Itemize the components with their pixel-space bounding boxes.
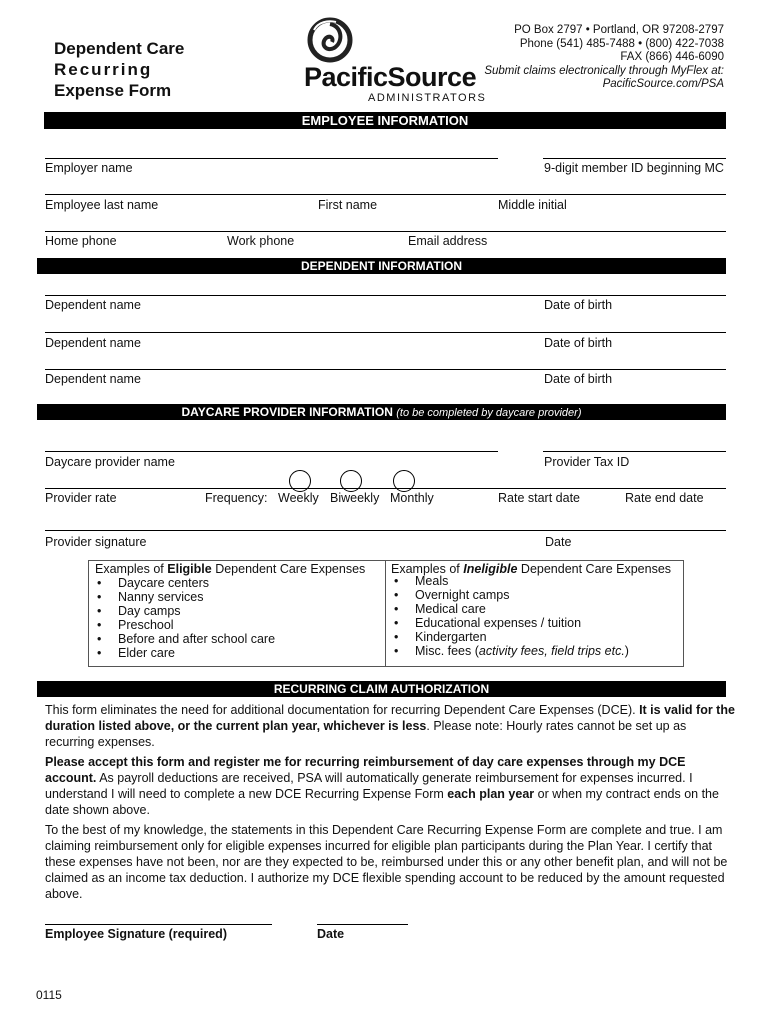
employee-signature-label: Employee Signature (required)	[45, 927, 227, 941]
authorization-section-heading: RECURRING CLAIM AUTHORIZATION	[37, 681, 726, 697]
p1-part-b: It is valid for the duration listed above, or the current plan year, whichever is less	[45, 703, 735, 733]
eligible-heading-post: Dependent Care Expenses	[211, 562, 366, 576]
p2-part-a: Please accept this form and register me for recurring reimbursement of day care expenses through my DCE account.	[45, 755, 686, 785]
ineligible-heading-post: Dependent Care Expenses	[517, 562, 672, 576]
dependent-2-line[interactable]	[45, 332, 726, 333]
dependent-1-dob-label: Date of birth	[544, 298, 613, 312]
provider-tax-id-label: Provider Tax ID	[544, 455, 630, 469]
form-title-line-3: Expense Form	[54, 81, 172, 100]
daycare-heading-text: DAYCARE PROVIDER INFORMATION	[181, 405, 393, 419]
misc-fees-pre: Misc. fees (	[415, 644, 479, 658]
list-item	[394, 602, 683, 616]
eligible-heading-pre: Examples of	[95, 562, 168, 576]
provider-rate-line[interactable]	[45, 488, 726, 489]
ineligible-item: Kindergarten	[415, 630, 487, 644]
contact-line[interactable]	[45, 231, 726, 232]
ineligible-item: Overnight camps	[415, 588, 510, 602]
daycare-heading-note: (to be completed by daycare provider)	[396, 407, 582, 419]
provider-name-label: Daycare provider name	[45, 455, 175, 469]
employee-date-label: Date	[317, 927, 345, 941]
employee-section-heading: EMPLOYEE INFORMATION	[44, 112, 726, 129]
provider-date-label: Date	[545, 535, 572, 549]
swirl-logo-icon	[304, 16, 364, 66]
dependent-3-dob-label: Date of birth	[544, 372, 613, 386]
ineligible-heading-pre: Examples of	[391, 562, 464, 576]
p2-part-b: As payroll deductions are received, PSA will automatically generate reimbursement for expenses incurred. I understand I will need to complete a new DCE Recurring Expense Form	[45, 771, 693, 801]
dependent-3-name-label: Dependent name	[45, 372, 141, 386]
eligible-heading	[89, 561, 385, 576]
provider-signature-label: Provider signature	[45, 535, 147, 549]
provider-rate-label: Provider rate	[45, 491, 117, 505]
misc-fees-post: )	[624, 644, 629, 658]
eligible-item: Day camps	[118, 604, 181, 618]
form-title	[54, 38, 184, 101]
first-name-label: First name	[318, 198, 378, 212]
employer-name-line[interactable]	[45, 158, 498, 159]
address-line-2: Phone (541) 485-7488 • (800) 422-7038	[519, 37, 724, 50]
dependent-2-name-label: Dependent name	[45, 336, 141, 350]
p1-part-c: . Please note: Hourly rates cannot be set up as recurring expenses.	[45, 719, 687, 749]
contact-address	[484, 24, 724, 92]
employee-name-line[interactable]	[45, 194, 726, 195]
dependent-2-dob-label: Date of birth	[544, 336, 613, 350]
weekly-label: Weekly	[278, 491, 319, 505]
list-item	[394, 630, 683, 644]
member-id-line[interactable]	[543, 158, 726, 159]
list-item	[394, 574, 683, 588]
logo-name: PacificSource	[304, 62, 477, 92]
expense-examples-box	[88, 560, 684, 667]
frequency-label: Frequency:	[205, 491, 268, 505]
address-line-4: Submit claims electronically through MyFlex at:	[484, 64, 724, 77]
rate-start-date-label: Rate start date	[498, 491, 580, 505]
list-item	[97, 646, 385, 660]
ineligible-item: Medical care	[415, 602, 486, 616]
employee-last-name-label: Employee last name	[45, 198, 159, 212]
address-line-3: FAX (866) 446-6090	[620, 51, 724, 63]
eligible-item: Nanny services	[118, 590, 204, 604]
authorization-paragraph-1	[45, 702, 735, 750]
list-item	[394, 616, 683, 630]
form-title-line-1: Dependent Care	[54, 39, 185, 58]
provider-signature-line[interactable]	[45, 530, 726, 531]
list-item	[97, 590, 385, 604]
ineligible-item: Meals	[415, 574, 449, 588]
dependent-3-line[interactable]	[45, 369, 726, 370]
monthly-label: Monthly	[390, 491, 434, 505]
eligible-item: Preschool	[118, 618, 174, 632]
email-address-label: Email address	[408, 234, 488, 248]
dependent-section-heading: DEPENDENT INFORMATION	[37, 258, 726, 274]
misc-fees-emphasis: activity fees, field trips etc.	[478, 644, 625, 658]
daycare-section-heading	[37, 404, 726, 420]
work-phone-label: Work phone	[227, 234, 295, 248]
eligible-heading-emphasis: Eligible	[167, 562, 212, 576]
ineligible-item: Educational expenses / tuition	[415, 616, 582, 630]
dependent-1-line[interactable]	[45, 295, 726, 296]
eligible-list	[89, 576, 385, 660]
list-item	[97, 632, 385, 646]
dependent-1-name-label: Dependent name	[45, 298, 141, 312]
form-code: 0115	[36, 988, 62, 1002]
home-phone-label: Home phone	[45, 234, 117, 248]
member-id-label: 9-digit member ID beginning MC	[544, 161, 724, 175]
list-item	[394, 588, 683, 602]
p1-part-a: This form eliminates the need for additional documentation for recurring Dependent Care Expenses (DCE).	[45, 703, 640, 717]
p2-part-d: or when my contract ends on the date shown above.	[45, 787, 719, 817]
middle-initial-label: Middle initial	[498, 198, 567, 212]
employee-signature-line[interactable]	[45, 924, 272, 925]
employer-name-label: Employer name	[45, 161, 133, 175]
ineligible-expenses-column	[386, 561, 683, 666]
provider-tax-id-line[interactable]	[543, 451, 726, 452]
eligible-item: Elder care	[118, 646, 175, 660]
eligible-item: Daycare centers	[118, 576, 210, 590]
logo-subtitle: ADMINISTRATORS	[368, 92, 487, 104]
p2-part-c: each plan year	[447, 787, 535, 801]
authorization-paragraph-2	[45, 754, 735, 818]
ineligible-list	[386, 574, 683, 658]
list-item	[97, 618, 385, 632]
pacificsource-logo	[300, 16, 487, 106]
list-item	[97, 604, 385, 618]
eligible-expenses-column	[89, 561, 385, 666]
authorization-paragraph-3: To the best of my knowledge, the statements in this Dependent Care Recurring Expense Form are complete and true. I am claiming reimbursement only for eligible expenses incurred for eligible plan participants during the Plan Year. I certify that these expenses have not been, nor are they expected to be, reimbursed under this or any other benefit plan, and will not be claimed as an income tax deduction. I authorize my DCE flexible spending account to be reduced by the amount requested above.	[45, 823, 728, 901]
rate-end-date-label: Rate end date	[625, 491, 704, 505]
eligible-item: Before and after school care	[118, 632, 276, 646]
list-item	[97, 576, 385, 590]
ineligible-heading-emphasis: Ineligible	[463, 562, 518, 576]
employee-date-line[interactable]	[317, 924, 408, 925]
biweekly-label: Biweekly	[330, 491, 380, 505]
address-line-1: PO Box 2797 • Portland, OR 97208-2797	[514, 24, 724, 36]
provider-name-line[interactable]	[45, 451, 498, 452]
list-item	[394, 644, 683, 658]
address-line-5: PacificSource.com/PSA	[602, 78, 724, 90]
form-title-line-2: Recurring	[54, 60, 153, 79]
